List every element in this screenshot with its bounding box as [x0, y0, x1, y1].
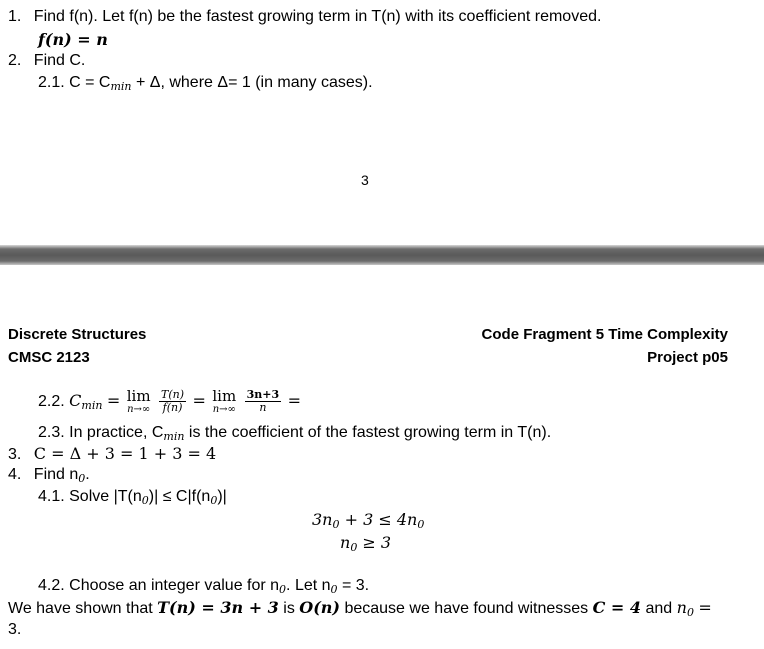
- item1-result: f(n) = n: [38, 30, 108, 49]
- item2-1: 2.1. $C = C_{min} + \Delta$, where Δ= 1 (in many cases).: [38, 74, 373, 93]
- list-item-4: 4. Find $n_0$.: [8, 466, 90, 485]
- header-right-title: Code Fragment 5 Time Complexity: [481, 326, 728, 343]
- fraction-2: $\frac{3n+3}{n}$: [246, 388, 280, 415]
- header-left-course: CMSC 2123: [8, 349, 90, 366]
- header-right-project: Project p05: [647, 349, 728, 366]
- header-left-title: Discrete Structures: [8, 326, 147, 343]
- item4-2: 4.2. Choose an integer value for $n_0$. Let $n_0 = 3$.: [38, 577, 370, 596]
- item2-2-formula: 2.2. $C_{min}$ = lim n→∞ $\frac{T(n)}{f(n)}$ = lim n→∞ $\frac{3n+3}{n}$ =: [38, 386, 302, 415]
- item2-3: 2.3. In practice, $C_{min}$ is the coefficient of the fastest growing term in T(n).: [38, 424, 552, 443]
- fraction-1: $\frac{T(n)}{f(n)}$: [161, 388, 185, 415]
- list-item-3: 3. C = Δ + 3 = 1 + 3 = 4: [8, 444, 217, 463]
- limit-2: lim n→∞: [212, 386, 237, 415]
- inequality-1: $3n_0 + 3 \le 4n_0$: [312, 510, 425, 531]
- conclusion-end: 3.: [8, 621, 22, 638]
- inequality-2: $n_0 \ge 3$: [340, 533, 392, 554]
- page-divider: [0, 245, 764, 265]
- item1-text: Find f(n). Let f(n) be the fastest growing term in T(n) with its coefficient removed.: [33, 8, 602, 25]
- list-item-1: 1. Find f(n). Let f(n) be the fastest growing term in T(n) with its coefficient removed.: [8, 8, 602, 25]
- page-number: 3: [361, 172, 369, 188]
- item4-1: 4.1. Solve $|T(n_0)| \le C|f(n_0)|$: [38, 488, 227, 507]
- conclusion: We have shown that T(n) = 3n + 3 is O(n) because we have found witnesses C = 4 and $n_0$ =: [8, 598, 712, 619]
- list-item-2: 2. Find C.: [8, 52, 86, 69]
- limit-1: lim n→∞: [126, 386, 151, 415]
